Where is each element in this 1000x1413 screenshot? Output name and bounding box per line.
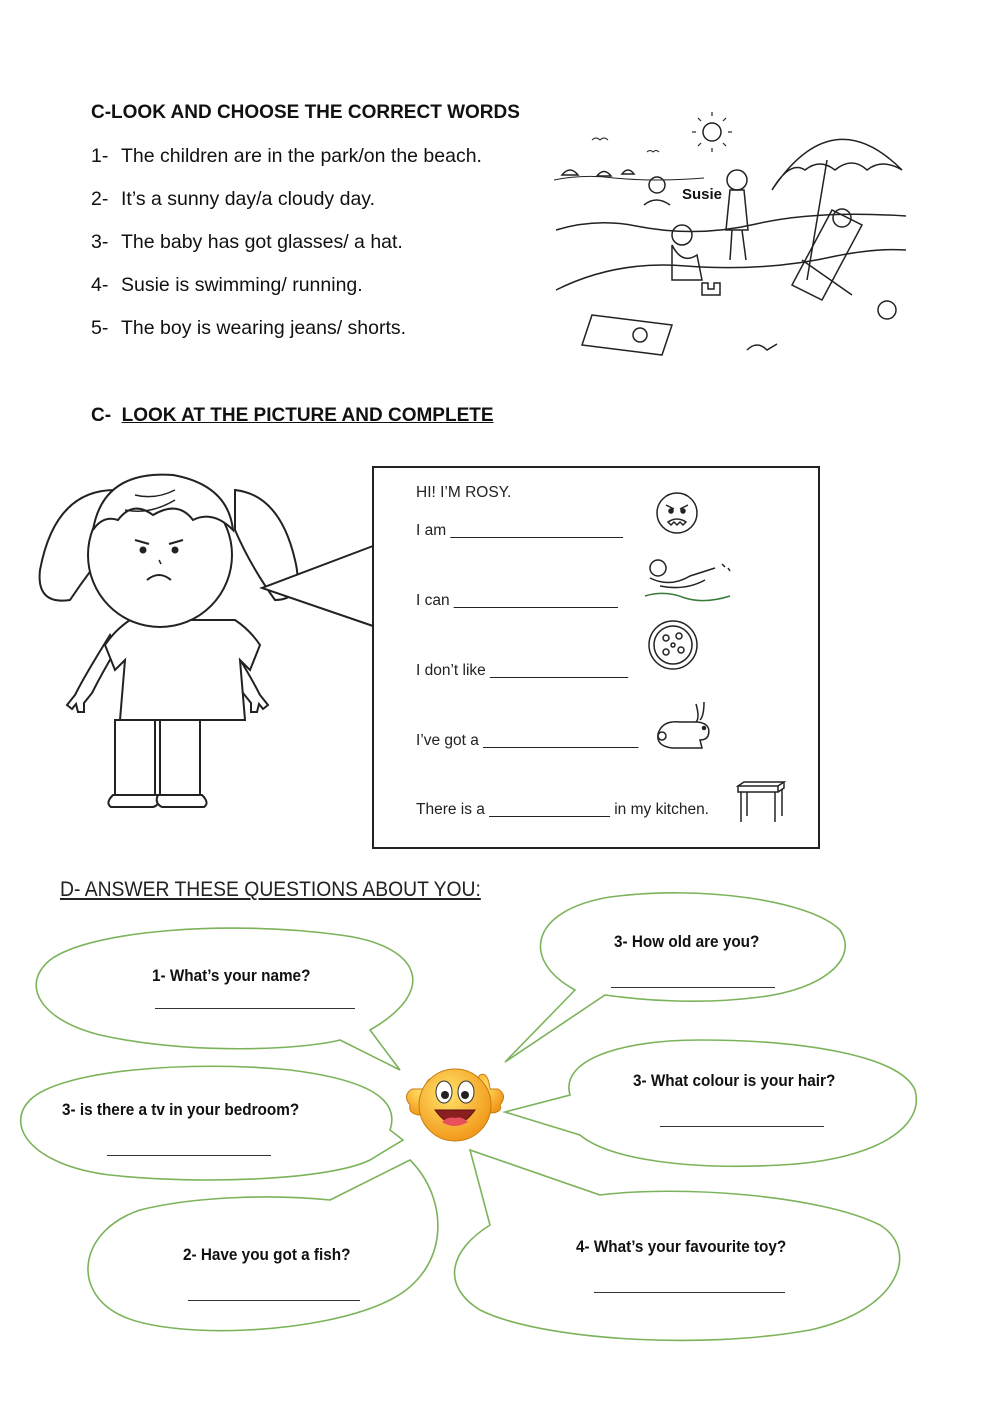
susie-label: Susie xyxy=(682,186,723,203)
complete-line-5: There is a ______________ in my kitchen. xyxy=(416,801,709,818)
swimmer-icon xyxy=(640,556,740,606)
answer-blank[interactable]: ___________________ xyxy=(453,592,618,609)
greeting: HI! I’M ROSY. xyxy=(416,484,512,501)
question-age: 3- How old are you? xyxy=(614,932,760,951)
thumbs-up-emoji-icon xyxy=(400,1050,510,1150)
answer-line[interactable] xyxy=(611,987,775,988)
section-d-title: D- ANSWER THESE QUESTIONS ABOUT YOU: xyxy=(60,878,481,901)
answer-line[interactable] xyxy=(660,1126,824,1127)
complete-line-2: I can ___________________ xyxy=(416,592,618,609)
list-item: 1- The children are in the park/on the beach. xyxy=(91,145,482,167)
complete-line-3: I don’t like ________________ xyxy=(416,662,629,679)
question-hair: 3- What colour is your hair? xyxy=(633,1071,836,1090)
list-item: 2- It’s a sunny day/a cloudy day. xyxy=(91,188,376,210)
answer-blank[interactable]: ______________ xyxy=(489,801,610,818)
answer-blank[interactable]: __________________ xyxy=(483,732,639,749)
answer-line[interactable] xyxy=(188,1300,360,1301)
girl-rosy-illustration xyxy=(35,470,375,820)
list-item: 3- The baby has got glasses/ a hat. xyxy=(91,231,403,253)
answer-line[interactable] xyxy=(107,1155,271,1156)
question-name: 1- What’s your name? xyxy=(152,966,311,985)
answer-blank[interactable]: ________________ xyxy=(490,662,629,679)
complete-line-4: I’ve got a __________________ xyxy=(416,732,639,749)
list-item: 4- Susie is swimming/ running. xyxy=(91,274,363,296)
section-c2-title: C- LOOK AT THE PICTURE AND COMPLETE xyxy=(91,405,494,426)
angry-face-icon xyxy=(654,490,700,536)
table-icon xyxy=(736,780,786,824)
question-tv: 3- is there a tv in your bedroom? xyxy=(62,1100,300,1119)
pizza-icon xyxy=(646,618,700,672)
rabbit-icon xyxy=(654,698,718,754)
question-fish: 2- Have you got a fish? xyxy=(183,1245,351,1264)
beach-scene-illustration xyxy=(552,110,912,370)
speech-pointer xyxy=(260,540,375,630)
section-c1-title: C-LOOK AND CHOOSE THE CORRECT WORDS xyxy=(91,102,520,123)
complete-line-1: I am ____________________ xyxy=(416,522,623,539)
answer-line[interactable] xyxy=(155,1008,355,1009)
speech-box xyxy=(372,466,820,849)
question-toy: 4- What’s your favourite toy? xyxy=(576,1237,787,1256)
answer-blank[interactable]: ____________________ xyxy=(450,522,623,539)
answer-line[interactable] xyxy=(594,1292,785,1293)
list-item: 5- The boy is wearing jeans/ shorts. xyxy=(91,317,407,339)
